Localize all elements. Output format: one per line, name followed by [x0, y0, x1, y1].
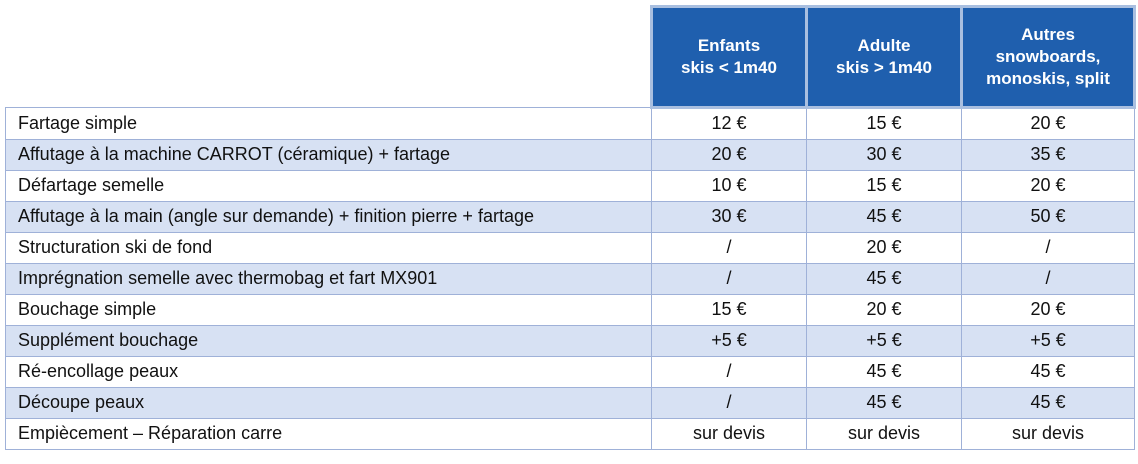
- header-adulte: [807, 7, 962, 108]
- header-line: snowboards,: [995, 46, 1101, 66]
- table-row: [6, 201, 1135, 232]
- price-enfants: /: [652, 232, 807, 263]
- price-enfants: 20 €: [652, 139, 807, 170]
- price-adulte: 45 €: [807, 387, 962, 418]
- table-row: [6, 387, 1135, 418]
- price-autres: 35 €: [962, 139, 1135, 170]
- table-row: [6, 139, 1135, 170]
- service-label: Affutage à la main (angle sur demande) + finition pierre + fartage: [6, 201, 652, 232]
- header-row: [6, 7, 1135, 108]
- price-adulte: 15 €: [807, 107, 962, 139]
- price-autres: 20 €: [962, 294, 1135, 325]
- price-autres: 20 €: [962, 170, 1135, 201]
- price-adulte: 20 €: [807, 232, 962, 263]
- header-line: skis < 1m40: [681, 57, 777, 77]
- header-line: monoskis, split: [986, 68, 1110, 88]
- table-row: [6, 418, 1135, 449]
- service-label: Supplément bouchage: [6, 325, 652, 356]
- table-row: [6, 232, 1135, 263]
- price-adulte: 45 €: [807, 356, 962, 387]
- price-autres: 50 €: [962, 201, 1135, 232]
- price-adulte: 30 €: [807, 139, 962, 170]
- table-row: [6, 263, 1135, 294]
- table-row: [6, 356, 1135, 387]
- header-line: Autres: [1021, 24, 1075, 44]
- price-enfants: /: [652, 387, 807, 418]
- table-row: [6, 294, 1135, 325]
- header-enfants: [652, 7, 807, 108]
- price-autres: 45 €: [962, 387, 1135, 418]
- header-line: Adulte: [857, 35, 911, 55]
- header-line: skis > 1m40: [836, 57, 932, 77]
- price-enfants: +5 €: [652, 325, 807, 356]
- price-autres: +5 €: [962, 325, 1135, 356]
- table-row: [6, 170, 1135, 201]
- service-label: Structuration ski de fond: [6, 232, 652, 263]
- price-table: [5, 5, 1136, 450]
- price-enfants: 15 €: [652, 294, 807, 325]
- price-autres: sur devis: [962, 418, 1135, 449]
- service-label: Ré-encollage peaux: [6, 356, 652, 387]
- price-adulte: 45 €: [807, 201, 962, 232]
- table-row: [6, 107, 1135, 139]
- service-label: Affutage à la machine CARROT (céramique) + fartage: [6, 139, 652, 170]
- price-adulte: sur devis: [807, 418, 962, 449]
- service-label: Fartage simple: [6, 107, 652, 139]
- price-enfants: 12 €: [652, 107, 807, 139]
- price-enfants: 30 €: [652, 201, 807, 232]
- price-adulte: 20 €: [807, 294, 962, 325]
- price-adulte: 15 €: [807, 170, 962, 201]
- price-autres: 45 €: [962, 356, 1135, 387]
- service-label: Empiècement – Réparation carre: [6, 418, 652, 449]
- service-label: Découpe peaux: [6, 387, 652, 418]
- header-line: Enfants: [697, 35, 761, 55]
- price-enfants: /: [652, 263, 807, 294]
- price-enfants: /: [652, 356, 807, 387]
- service-label: Imprégnation semelle avec thermobag et fart MX901: [6, 263, 652, 294]
- price-adulte: +5 €: [807, 325, 962, 356]
- price-autres: 20 €: [962, 107, 1135, 139]
- header-blank-cell: [6, 7, 652, 108]
- price-enfants: sur devis: [652, 418, 807, 449]
- price-adulte: 45 €: [807, 263, 962, 294]
- price-enfants: 10 €: [652, 170, 807, 201]
- price-autres: /: [962, 232, 1135, 263]
- service-label: Défartage semelle: [6, 170, 652, 201]
- table-row: [6, 325, 1135, 356]
- price-autres: /: [962, 263, 1135, 294]
- header-autres: [962, 7, 1135, 108]
- service-label: Bouchage simple: [6, 294, 652, 325]
